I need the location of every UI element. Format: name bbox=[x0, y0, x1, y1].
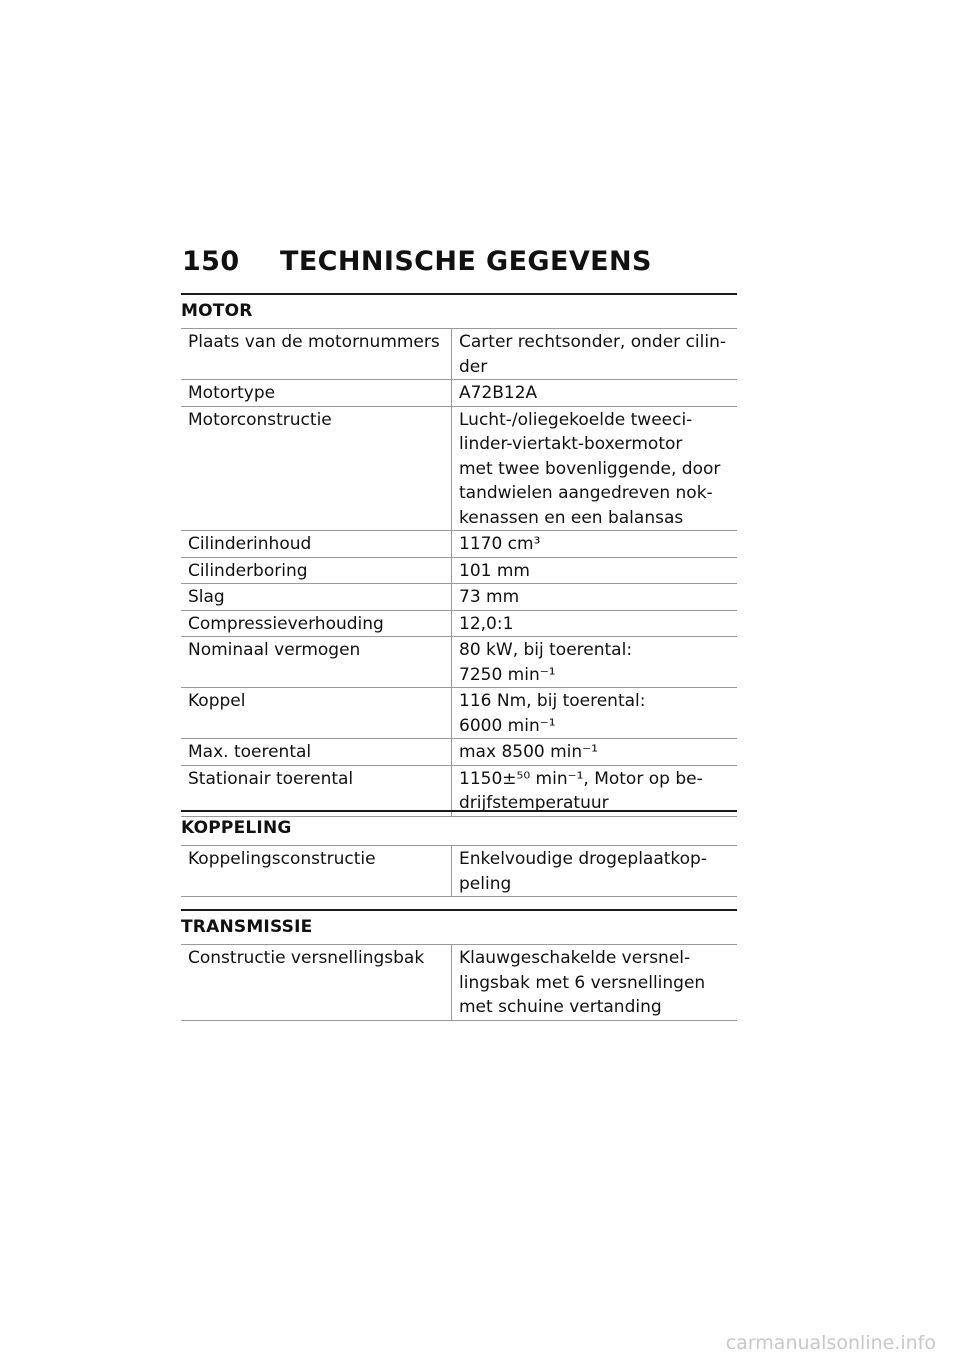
spec-value: Lucht-/oliegekoelde tweeci- linder-viertakt-boxermotor met twee bovenliggende, door tandwielen aangedreven nok- kenassen en een balansas bbox=[451, 407, 737, 531]
table-row bbox=[181, 611, 737, 638]
spec-value: Klauwgeschakelde versnel- lingsbak met 6 versnellingen met schuine vertanding bbox=[451, 945, 737, 1020]
spec-label: Cilinderboring bbox=[188, 560, 308, 581]
watermark: carmanualsonline.info bbox=[725, 1332, 936, 1354]
spec-label: Constructie versnellingsbak bbox=[188, 948, 425, 968]
spec-value: 101 mm bbox=[451, 558, 737, 584]
spec-label: Motorconstructie bbox=[188, 409, 332, 430]
page-title: TECHNISCHE GEGEVENS bbox=[280, 246, 652, 277]
table-row bbox=[181, 380, 737, 407]
spec-label: Motortype bbox=[188, 383, 276, 403]
section-title: KOPPELING bbox=[181, 818, 292, 838]
page-header bbox=[182, 246, 652, 277]
spec-value: 73 mm bbox=[451, 584, 737, 610]
spec-label: Compressieverhouding bbox=[188, 613, 384, 634]
spec-table bbox=[181, 944, 737, 1021]
spec-label: Cilinderinhoud bbox=[188, 534, 312, 554]
section-title: TRANSMISSIE bbox=[181, 917, 313, 937]
page-number: 150 bbox=[182, 246, 240, 277]
spec-value: A72B12A bbox=[451, 380, 737, 406]
table-row bbox=[181, 766, 737, 817]
spec-value: 80 kW, bij toerental: 7250 min⁻¹ bbox=[451, 637, 737, 687]
spec-label: Nominaal vermogen bbox=[188, 640, 361, 660]
spec-label: Koppelingsconstructie bbox=[188, 849, 376, 869]
spec-table bbox=[181, 845, 737, 897]
section-title: MOTOR bbox=[181, 301, 253, 321]
spec-table bbox=[181, 328, 737, 817]
spec-value: 12,0:1 bbox=[451, 611, 737, 637]
spec-value: 1170 cm³ bbox=[451, 531, 737, 557]
spec-value: max 8500 min⁻¹ bbox=[451, 739, 737, 765]
table-row bbox=[181, 739, 737, 766]
table-row bbox=[181, 329, 737, 380]
section-koppeling bbox=[181, 810, 737, 897]
spec-value: 116 Nm, bij toerental: 6000 min⁻¹ bbox=[451, 688, 737, 738]
spec-label: Stationair toerental bbox=[188, 768, 354, 789]
spec-value: 1150±⁵⁰ min⁻¹, Motor op be- drijfstemperatuur bbox=[451, 766, 737, 816]
spec-label: Slag bbox=[188, 587, 225, 607]
table-row bbox=[181, 688, 737, 739]
section-motor bbox=[181, 293, 737, 817]
section-transmissie bbox=[181, 909, 737, 1021]
table-row bbox=[181, 945, 737, 1021]
table-row bbox=[181, 407, 737, 532]
table-row bbox=[181, 584, 737, 611]
spec-label: Plaats van de motornummers bbox=[188, 332, 440, 352]
spec-value: Carter rechtsonder, onder cilin- der bbox=[451, 329, 737, 379]
spec-label: Koppel bbox=[188, 691, 246, 711]
table-row bbox=[181, 531, 737, 558]
spec-value: Enkelvoudige drogeplaatkop- peling bbox=[451, 846, 737, 896]
table-row bbox=[181, 637, 737, 688]
table-row bbox=[181, 558, 737, 585]
table-row bbox=[181, 846, 737, 897]
spec-label: Max. toerental bbox=[188, 742, 312, 762]
